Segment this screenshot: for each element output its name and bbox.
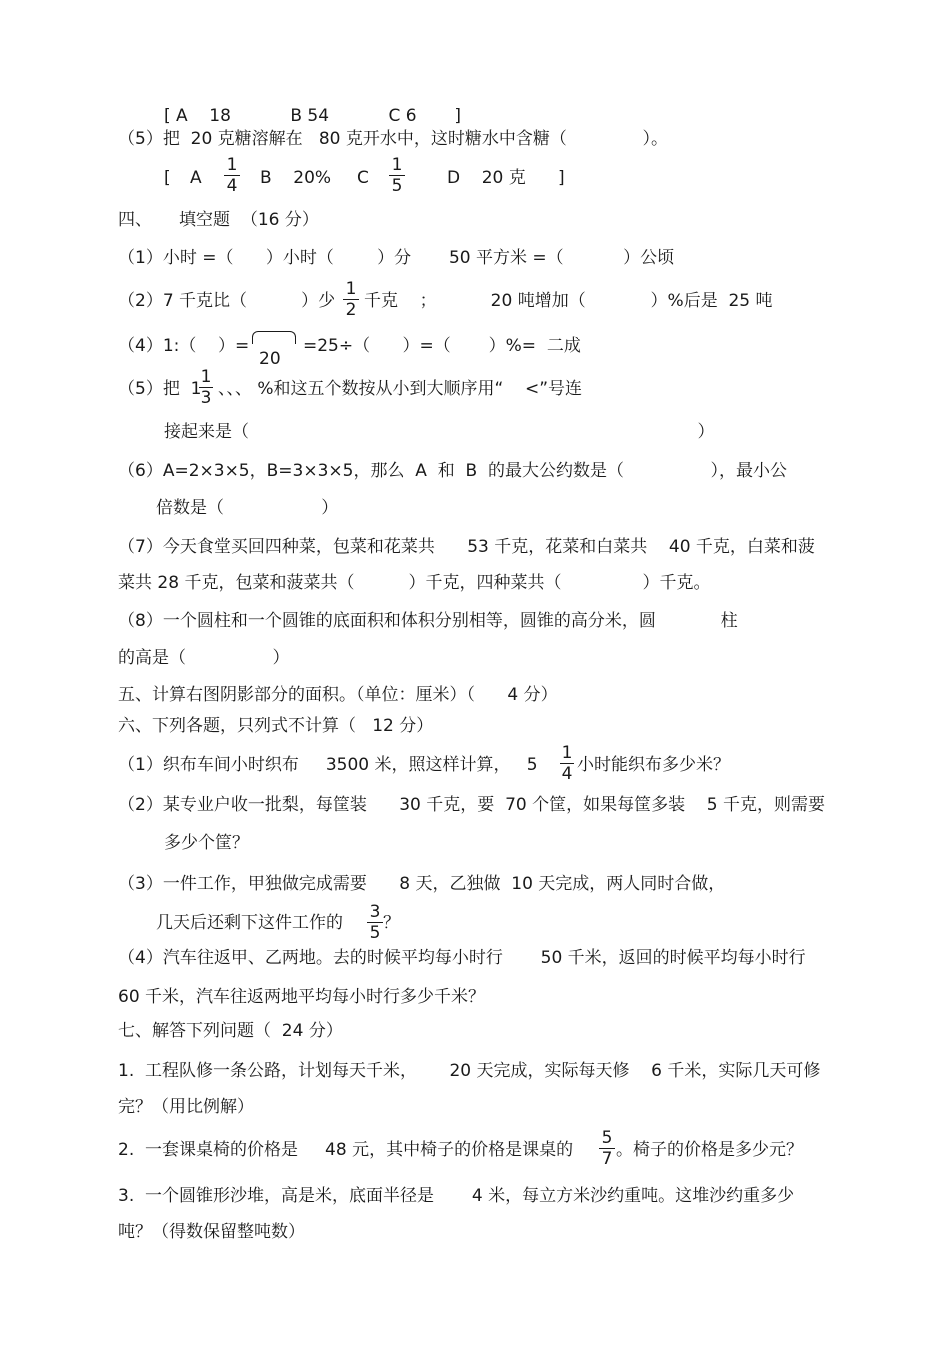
s4-item-5-c: 接起来是（ ） [164, 422, 715, 442]
s4-item-2-fraction: 1 2 [343, 280, 359, 319]
s6-item-4-a: （4）汽车往返甲、乙两地。去的时候平均每小时行 50 千米，返回的时候平均每小时行 [118, 948, 806, 968]
s6-item-3-fraction: 3 5 [367, 903, 383, 942]
s4-item-8-a: （8）一个圆柱和一个圆锥的底面积和体积分别相等，圆锥的高分米，圆 柱 [118, 611, 738, 631]
s7-item-2-b: 。椅子的价格是多少元？ [616, 1140, 803, 1160]
s4-item-2-b: 千克 ； 20 吨增加（ ）%后是 25 吨 [364, 291, 773, 311]
s7-item-1-a: 1. 工程队修一条公路，计划每天千米， 20 天完成，实际每天修 6 千米，实际几天可修 [118, 1061, 821, 1081]
s6-item-4-b: 60 千米，汽车往返两地平均每小时行多少千米？ [118, 987, 486, 1007]
q5-option-b: B 20% [260, 168, 332, 188]
s4-item-4-numerator-blank [252, 331, 296, 344]
s4-item-5-a: （5）把 1 [118, 379, 202, 399]
s4-item-8-b: 的高是（ ） [118, 648, 290, 668]
s7-item-1-b: 完？（用比例解） [118, 1097, 254, 1117]
q5-open-bracket: [ [164, 168, 171, 188]
s6-item-1-b: 小时能织布多少米？ [577, 755, 730, 775]
s4-item-5-fraction: 1 3 [200, 367, 212, 408]
s6-item-3-c: ？ [383, 913, 400, 933]
s7-item-3-b: 吨？（得数保留整吨数） [118, 1222, 305, 1242]
section-6-title: 六、下列各题，只列式不计算（ 12 分） [118, 716, 434, 736]
s4-item-5-b: 、、、 %和这五个数按从小到大顺序用“ <”号连 [218, 379, 583, 399]
s6-item-2-b: 多少个筐？ [164, 833, 249, 853]
section-4-title: 四、 填空题 （16 分） [118, 210, 319, 230]
q5-close-bracket: ] [558, 168, 565, 188]
q5-option-d: D 20 克 [447, 168, 526, 188]
s4-item-6-b: 倍数是（ ） [156, 498, 339, 518]
section-5-title: 五、计算右图阴影部分的面积。（单位：厘米）（ 4 分） [118, 685, 558, 705]
s7-item-2-fraction: 5 7 [599, 1129, 615, 1168]
s4-item-6-a: （6）A=2×3×5，B=3×3×5，那么 A 和 B 的最大公约数是（ ），最小公 [118, 461, 787, 481]
s4-item-2-a: （2）7 千克比（ ）少 [118, 291, 336, 311]
section-7-title: 七、解答下列问题（ 24 分） [118, 1021, 343, 1041]
s6-item-3-b: 几天后还剩下这件工作的 [156, 913, 343, 933]
q5-option-a: A [190, 168, 202, 188]
s4-item-7-a: （7）今天食堂买回四种菜，包菜和花菜共 53 千克，花菜和白菜共 40 千克，白菜和菠 [118, 537, 815, 557]
s4-item-4-denominator: 20 [259, 349, 281, 369]
q5-c-fraction: 1 5 [389, 156, 405, 195]
q4-options: [ A 18 B 54 C 6 ] [164, 106, 462, 126]
s4-item-4-b: =25÷（ ）=（ ）%= 二成 [303, 336, 581, 356]
q5-option-c: C [357, 168, 369, 188]
s4-item-4-a: （4）1:（ ）= [118, 336, 250, 356]
q5-a-fraction: 1 4 [224, 156, 240, 195]
s6-item-1-fraction: 1 4 [561, 743, 573, 784]
s7-item-3-a: 3. 一个圆锥形沙堆，高是米，底面半径是 4 米，每立方米沙约重吨。这堆沙约重多少 [118, 1186, 795, 1206]
s4-item-1: （1）小时 =（ ）小时（ ）分 50 平方米 =（ ）公顷 [118, 248, 675, 268]
s6-item-1-a: （1）织布车间小时织布 3500 米，照这样计算， 5 [118, 755, 538, 775]
s4-item-7-b: 菜共 28 千克，包菜和菠菜共（ ）千克，四种菜共（ ）千克。 [118, 573, 711, 593]
s6-item-2-a: （2）某专业户收一批梨，每筐装 30 千克，要 70 个筐，如果每筐多装 5 千克，则需要 [118, 795, 825, 815]
s7-item-2-a: 2. 一套课桌椅的价格是 48 元，其中椅子的价格是课桌的 [118, 1140, 574, 1160]
s6-item-3-a: （3）一件工作，甲独做完成需要 8 天，乙独做 10 天完成，两人同时合做， [118, 874, 726, 894]
q5-text: （5）把 20 克糖溶解在 80 克开水中，这时糖水中含糖（ ）。 [118, 129, 669, 149]
